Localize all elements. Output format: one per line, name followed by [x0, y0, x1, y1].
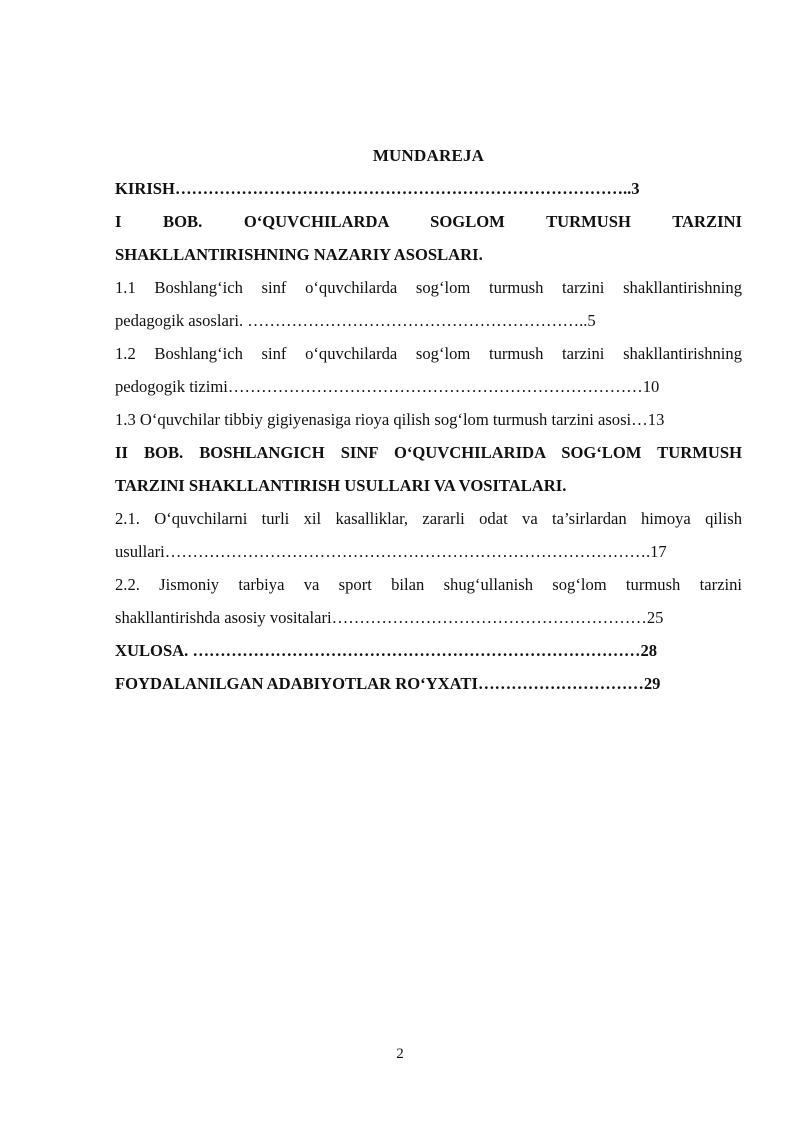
toc-entry-1-3: 1.3 O‘quvchilar tibbiy gigiyenasiga rioya qilish sog‘lom turmush tarzini asosi…13 [115, 410, 665, 429]
toc-entry-1-1-line1: 1.1 Boshlang‘ich sinf o‘quvchilarda sog‘lom turmush tarzini shakllantirishning [115, 278, 742, 297]
toc-entry-1-2-line2: pedogogik tizimi…………………………………………………………………10 [115, 377, 660, 396]
toc-title: MUNDAREJA [372, 146, 485, 165]
toc-entry-2-1-line2: usullari…………………………………………………………………………….17 [115, 542, 667, 561]
toc-entry-chapter-1-line1: I BOB. O‘QUVCHILARDA SOGLOM TURMUSH TARZINI [115, 212, 742, 231]
toc-entry-2-1-line1: 2.1. O‘quvchilarni turli xil kasalliklar, zararli odat va ta’sirlardan himoya qilish [115, 509, 742, 528]
page-number: 2 [396, 1046, 404, 1062]
toc-entry-1-1-line2: pedagogik asoslari. ……………………………………………………..5 [115, 311, 596, 330]
table-of-contents [115, 140, 742, 700]
toc-entry-chapter-1-line2: SHAKLLANTIRISHNING NAZARIY ASOSLARI. [115, 245, 483, 264]
toc-entry-1-2-line1: 1.2 Boshlang‘ich sinf o‘quvchilarda sog‘lom turmush tarzini shakllantirishning [115, 344, 742, 363]
toc-entry-xulosa: XULOSA. ………………………………………………………………………28 [115, 641, 658, 660]
toc-entry-chapter-2-line1: II BOB. BOSHLANGICH SINF O‘QUVCHILARIDA SOG‘LOM TURMUSH [115, 443, 742, 462]
toc-entry-chapter-2-line2: TARZINI SHAKLLANTIRISH USULLARI VA VOSITALARI. [115, 476, 567, 495]
toc-entry-2-2-line1: 2.2. Jismoniy tarbiya va sport bilan shug‘ullanish sog‘lom turmush tarzini [115, 575, 742, 594]
toc-entry-2-2-line2: shakllantirishda asosiy vositalari…………………………………………………25 [115, 608, 664, 627]
toc-entry-references: FOYDALANILGAN ADABIYOTLAR RO‘YXATI…………………………29 [115, 674, 661, 693]
toc-entry-kirish: KIRISH………………………………………………………………………..3 [115, 179, 640, 198]
